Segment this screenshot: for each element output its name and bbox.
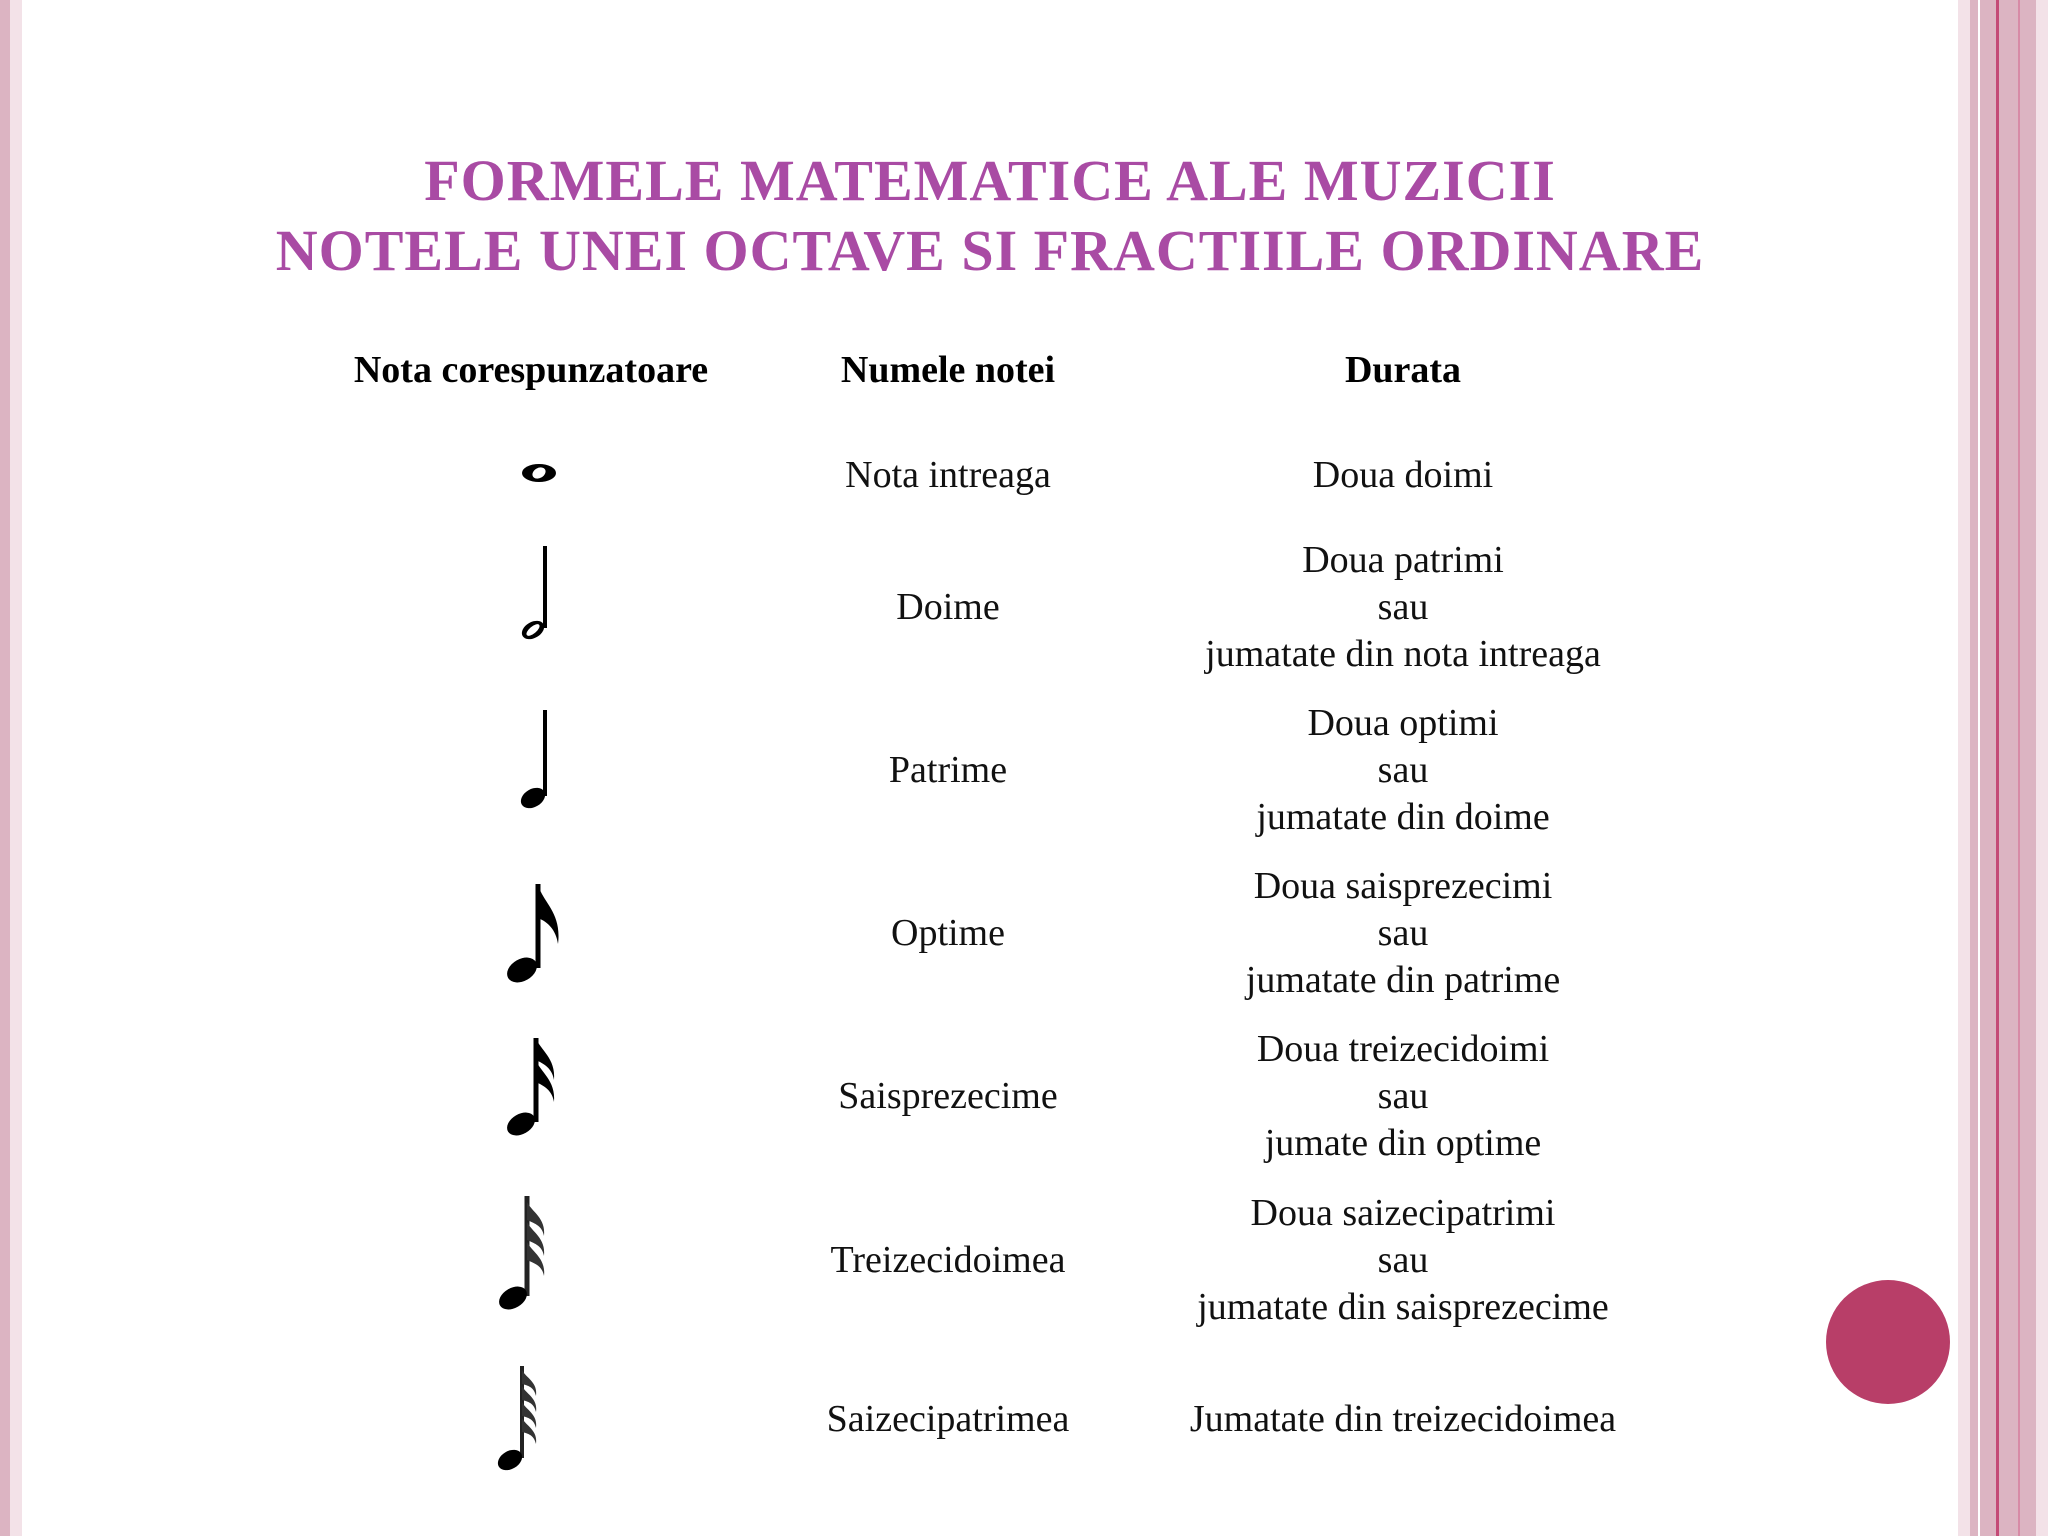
- note-duration: [1140, 1190, 1666, 1331]
- duration-line: Doua optimi: [1307, 702, 1499, 744]
- duration-line: Doua saizecipatrimi: [1250, 1192, 1556, 1234]
- thirty-second-note-icon: [494, 1194, 554, 1312]
- note-name: Patrime: [888, 749, 1008, 791]
- sixteenth-note-icon: [500, 1036, 560, 1140]
- note-duration: [1140, 1396, 1666, 1443]
- note-duration: [1140, 452, 1666, 499]
- note-name: Doime: [896, 586, 1000, 628]
- duration-line: Doua treizecidoimi: [1256, 1028, 1550, 1070]
- note-name: Saizecipatrimea: [826, 1398, 1070, 1440]
- title-line-1: FORMELE MATEMATICE ALE MUZICII: [424, 148, 1556, 213]
- right-border-band: [1970, 0, 1978, 1536]
- duration-line: sau: [1377, 749, 1429, 791]
- duration-line: Jumatate din treizecidoimea: [1189, 1398, 1617, 1440]
- right-border-wide-band: [1980, 0, 2036, 1536]
- whole-note-icon: [518, 458, 560, 488]
- right-border-line-thin: [2018, 0, 2020, 1536]
- duration-line: Doua saisprezecimi: [1253, 865, 1553, 907]
- note-duration: [1140, 537, 1666, 678]
- duration-line: jumatate din nota intreaga: [1205, 633, 1601, 675]
- right-border-band-outer: [2036, 0, 2048, 1536]
- note-duration: [1140, 863, 1666, 1004]
- note-name: Saisprezecime: [838, 1075, 1058, 1117]
- duration-line: sau: [1377, 912, 1429, 954]
- duration-line: jumatate din saisprezecime: [1197, 1286, 1609, 1328]
- note-name: Treizecidoimea: [830, 1239, 1066, 1281]
- left-border-band-light: [10, 0, 22, 1536]
- sixty-fourth-note-icon: [494, 1364, 544, 1474]
- left-border-band: [0, 0, 10, 1536]
- duration-line: jumate din optime: [1264, 1122, 1542, 1164]
- note-name: Optime: [891, 912, 1005, 954]
- eighth-note-icon: [500, 882, 564, 986]
- duration-line: sau: [1377, 1239, 1429, 1281]
- right-border-band-light: [1958, 0, 1970, 1536]
- duration-line: jumatate din patrime: [1245, 959, 1561, 1001]
- slide-title: [130, 146, 1850, 286]
- duration-line: sau: [1377, 586, 1429, 628]
- half-note-icon: [512, 544, 552, 644]
- header-name: Numele notei: [840, 349, 1056, 391]
- note-duration: [1140, 1026, 1666, 1167]
- duration-line: jumatate din doime: [1256, 796, 1550, 838]
- quarter-note-icon: [512, 708, 552, 812]
- title-line-2: NOTELE UNEI OCTAVE SI FRACTIILE ORDINARE: [275, 218, 1705, 283]
- header-duration: Durata: [1344, 349, 1462, 391]
- note-duration: [1140, 700, 1666, 841]
- header-note: Nota corespunzatoare: [353, 349, 709, 391]
- duration-line: sau: [1377, 1075, 1429, 1117]
- note-name: Nota intreaga: [845, 454, 1051, 496]
- duration-line: Doua doimi: [1312, 454, 1494, 496]
- duration-line: Doua patrimi: [1302, 539, 1504, 581]
- right-border-line: [1996, 0, 1999, 1536]
- decorative-circle: [1826, 1280, 1950, 1404]
